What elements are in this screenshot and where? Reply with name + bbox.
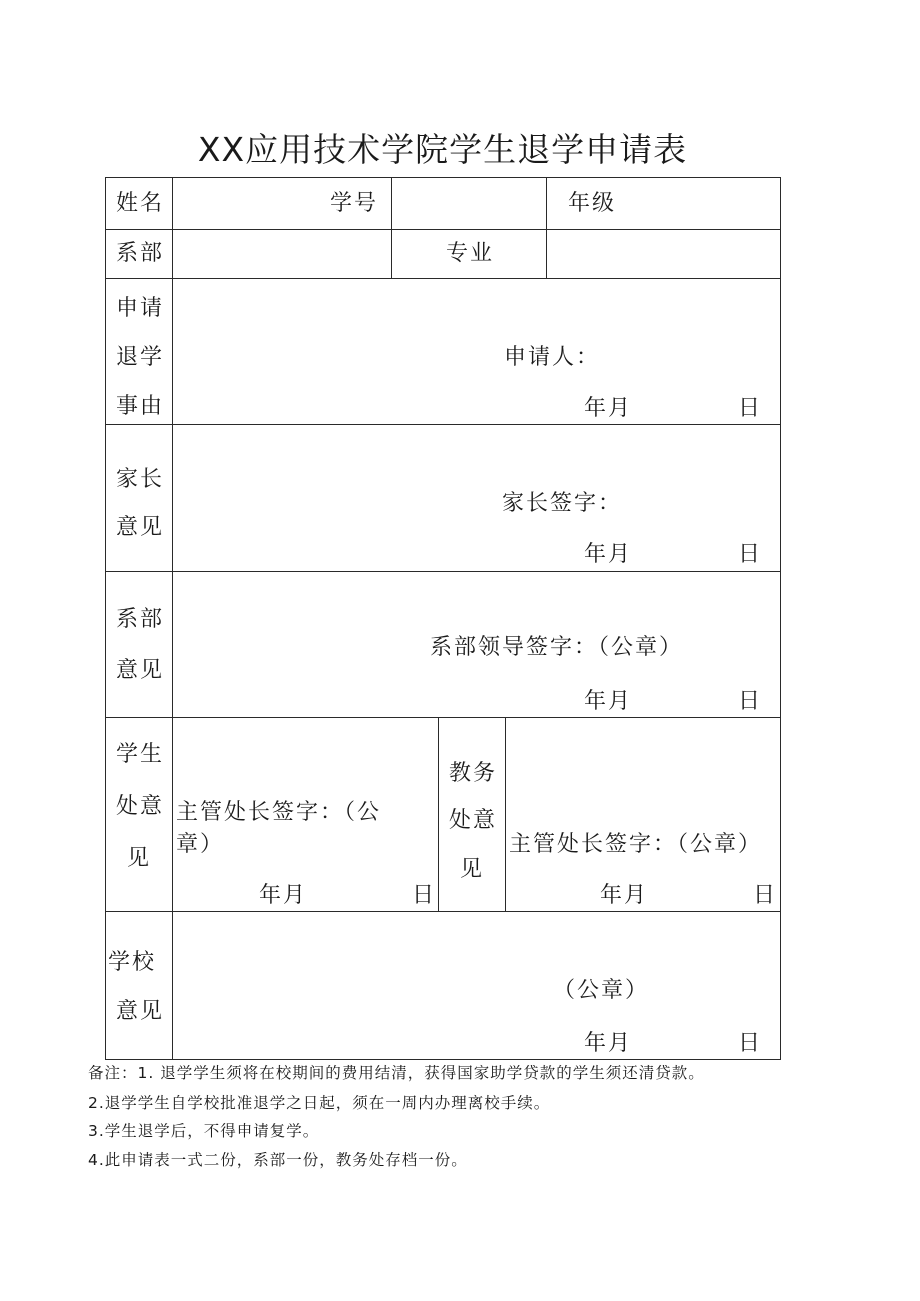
table-border-top xyxy=(105,177,781,178)
row-divider xyxy=(105,911,781,912)
dept-opinion-label-line: 意见 xyxy=(116,658,165,683)
form-title: XX应用技术学院学生退学申请表 xyxy=(197,130,688,169)
academic-office-label-line: 教务 xyxy=(449,761,498,786)
dept-leader-signature-label: 系部领导签字：（公章） xyxy=(430,635,684,660)
row-divider xyxy=(105,424,781,425)
row-divider xyxy=(105,229,781,230)
academic-office-label-line: 处意 xyxy=(449,808,498,833)
academic-office-signature-label: 主管处长签字：（公章） xyxy=(509,832,763,857)
reason-label-line: 退学 xyxy=(116,345,165,370)
cell-divider xyxy=(438,717,439,912)
row-divider xyxy=(105,571,781,572)
date-day: 日 xyxy=(738,396,763,421)
parent-label-line: 意见 xyxy=(116,515,165,540)
note-line: 备注：1. 退学学生须将在校期间的费用结清，获得国家助学贷款的学生须还清贷款。 xyxy=(88,1064,705,1082)
department-label: 系部 xyxy=(116,241,165,266)
date-year-month: 年月 xyxy=(584,396,633,421)
parent-signature-label: 家长签字： xyxy=(502,491,623,516)
student-office-signature-label-cont: 章） xyxy=(176,832,225,857)
student-office-signature-label: 主管处长签字：（公 xyxy=(176,800,382,825)
school-label-line: 学校 xyxy=(108,950,157,975)
student-id-label: 学号 xyxy=(330,191,379,216)
dept-opinion-label-line: 系部 xyxy=(116,607,165,632)
row-divider xyxy=(105,278,781,279)
table-border-left xyxy=(105,177,106,1060)
date-day: 日 xyxy=(738,1031,763,1056)
date-day: 日 xyxy=(753,883,778,908)
applicant-signature-label: 申请人： xyxy=(504,345,601,370)
note-line: 3.学生退学后，不得申请复学。 xyxy=(88,1122,320,1140)
row-divider xyxy=(105,717,781,718)
cell-divider xyxy=(546,177,547,279)
date-day: 日 xyxy=(412,883,437,908)
label-column-divider xyxy=(172,177,173,1060)
table-border-bottom xyxy=(105,1059,781,1060)
date-year-month: 年月 xyxy=(600,883,649,908)
note-line: 4.此申请表一式二份，系部一份，教务处存档一份。 xyxy=(88,1151,468,1169)
date-day: 日 xyxy=(738,689,763,714)
date-year-month: 年月 xyxy=(584,542,633,567)
reason-label-line: 事由 xyxy=(116,394,165,419)
date-year-month: 年月 xyxy=(584,689,633,714)
academic-office-label-line: 见 xyxy=(460,857,485,882)
school-seal-label: （公章） xyxy=(553,978,650,1003)
student-office-label-line: 学生 xyxy=(116,742,165,767)
grade-label: 年级 xyxy=(568,191,617,216)
date-year-month: 年月 xyxy=(584,1031,633,1056)
table-border-right xyxy=(780,177,781,1060)
cell-divider xyxy=(391,177,392,279)
name-label: 姓名 xyxy=(116,191,165,216)
reason-label-line: 申请 xyxy=(116,296,165,321)
date-year-month: 年月 xyxy=(259,883,308,908)
school-label-line: 意见 xyxy=(116,999,165,1024)
major-label: 专业 xyxy=(446,241,495,266)
cell-divider xyxy=(505,717,506,912)
parent-label-line: 家长 xyxy=(116,467,165,492)
student-office-label-line: 见 xyxy=(127,846,152,871)
note-line: 2.退学学生自学校批准退学之日起，须在一周内办理离校手续。 xyxy=(88,1094,551,1112)
date-day: 日 xyxy=(738,542,763,567)
student-office-label-line: 处意 xyxy=(116,794,165,819)
